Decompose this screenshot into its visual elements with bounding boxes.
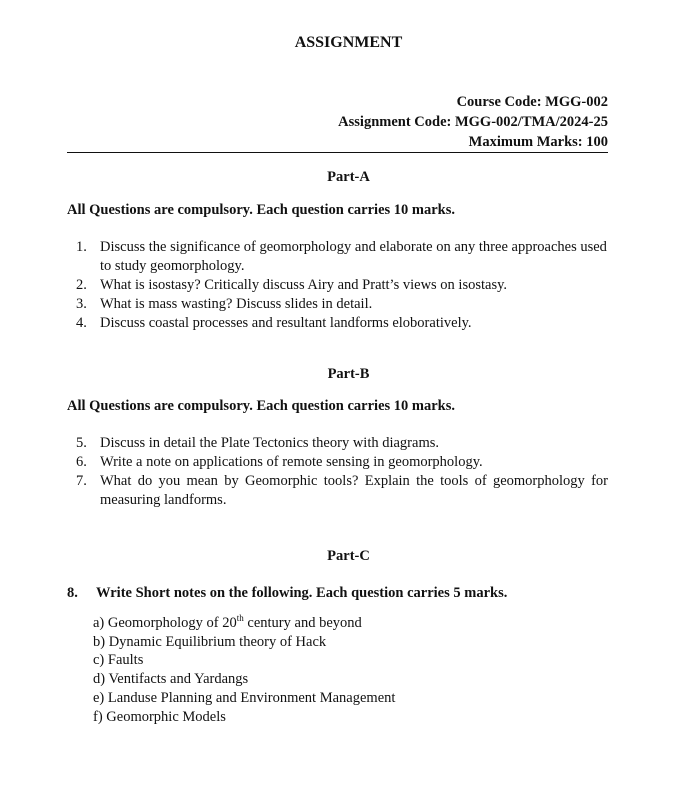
short-note-item: c) Faults xyxy=(93,652,144,669)
course-code: Course Code: MGG-002 xyxy=(456,94,608,110)
document-title: ASSIGNMENT xyxy=(294,34,403,51)
short-note-item: d) Ventifacts and Yardangs xyxy=(93,671,249,688)
maximum-marks: Maximum Marks: 100 xyxy=(468,134,608,150)
ordinal-superscript: th xyxy=(236,613,244,624)
course-meta-block xyxy=(338,92,608,152)
part-b-instruction: All Questions are compulsory. Each question carries 10 marks. xyxy=(67,398,456,414)
part-a-instruction: All Questions are compulsory. Each question carries 10 marks. xyxy=(67,202,456,218)
question-text: Discuss in detail the Plate Tectonics theory with diagrams. xyxy=(100,435,439,451)
assignment-code: Assignment Code: MGG-002/TMA/2024-25 xyxy=(338,114,608,130)
part-c-instruction: Write Short notes on the following. Each question carries 5 marks. xyxy=(96,585,508,601)
short-note-text: century and beyond xyxy=(243,615,362,631)
short-note-item xyxy=(93,614,395,633)
question-number: 6. xyxy=(76,454,87,470)
question-item xyxy=(67,314,608,333)
question-text: Write a note on applications of remote sensing in geomorphology. xyxy=(100,454,483,470)
question-text: What do you mean by Geomorphic tools? Explain the tools of geomorphology for measuring landforms. xyxy=(100,473,608,508)
question-number: 8. xyxy=(67,585,78,601)
short-note-text: a) Geomorphology of 20 xyxy=(93,615,237,631)
question-text: What is mass wasting? Discuss slides in detail. xyxy=(100,296,373,312)
short-notes-list xyxy=(93,614,395,726)
part-b-question-list xyxy=(67,434,608,510)
question-number: 2. xyxy=(76,277,87,293)
question-text: Discuss coastal processes and resultant landforms eloboratively. xyxy=(100,315,472,331)
header-divider xyxy=(67,152,608,153)
part-b-title: Part-B xyxy=(327,366,370,382)
short-note-item: b) Dynamic Equilibrium theory of Hack xyxy=(93,633,327,650)
question-item xyxy=(67,453,608,472)
part-a-question-list xyxy=(67,238,608,333)
question-item xyxy=(67,295,608,314)
question-item xyxy=(67,434,608,453)
question-number: 3. xyxy=(76,296,87,312)
question-number: 7. xyxy=(76,473,87,489)
question-item xyxy=(67,472,608,510)
question-item xyxy=(67,238,608,276)
short-note-item: e) Landuse Planning and Environment Management xyxy=(93,689,396,706)
short-note-item: f) Geomorphic Models xyxy=(93,708,226,725)
part-c-title: Part-C xyxy=(327,548,370,564)
question-number: 1. xyxy=(76,239,87,255)
part-a-title: Part-A xyxy=(327,169,370,185)
question-item xyxy=(67,276,608,295)
question-text: Discuss the significance of geomorphology and elaborate on any three approaches used to study geomorphology. xyxy=(100,239,607,274)
question-number: 5. xyxy=(76,435,87,451)
question-text: What is isostasy? Critically discuss Airy and Pratt’s views on isostasy. xyxy=(100,277,508,293)
question-8 xyxy=(67,585,507,602)
question-number: 4. xyxy=(76,315,87,331)
